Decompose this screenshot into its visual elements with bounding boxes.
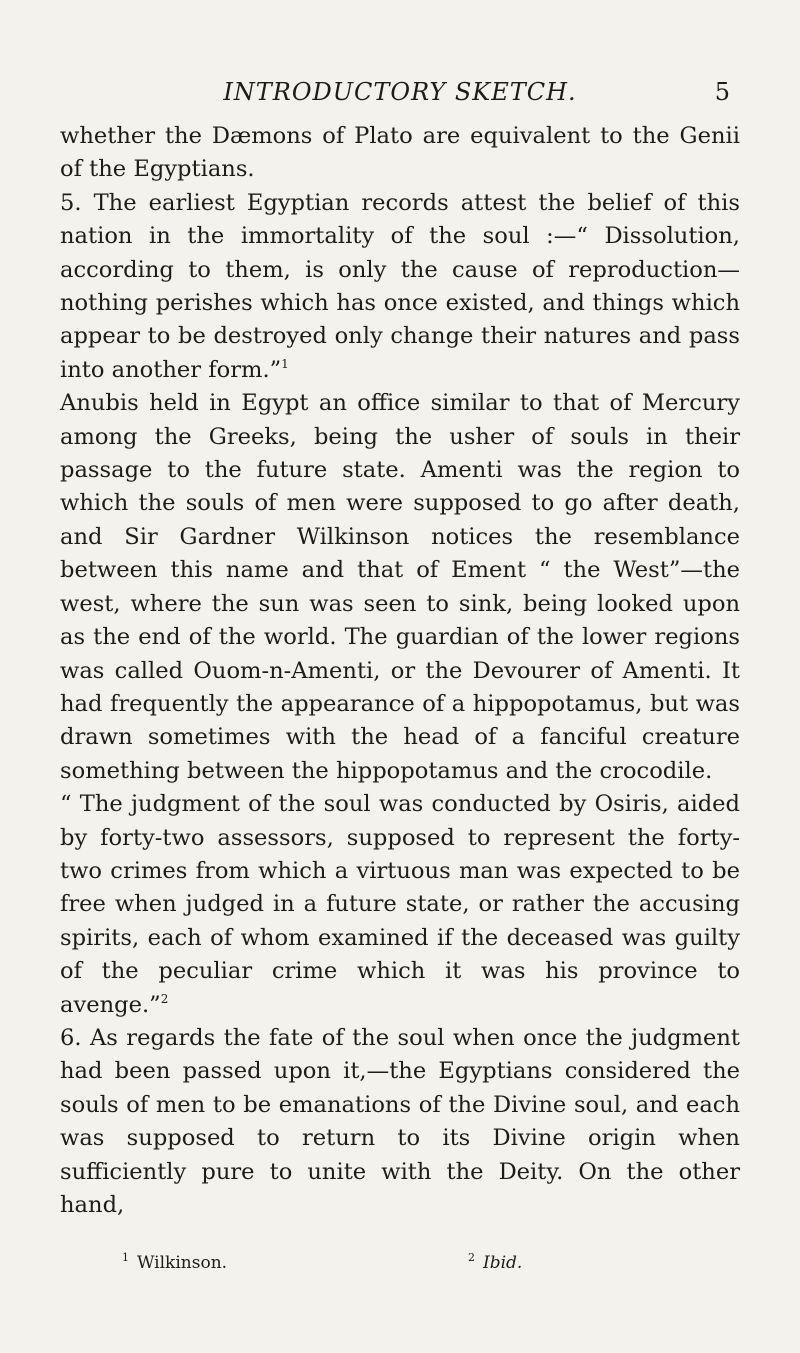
footnote-ref: 1 xyxy=(281,356,289,371)
paragraph-text: whether the Dæmons of Plato are equivalent to the Genii of the Egyptians. xyxy=(60,123,740,183)
paragraph-text: 5. The earliest Egyptian records attest the belief of this nation in the immortality of the soul :—“ Dissolution, according to them, is only the cause of reproduction—nothing perishes which has once existed, and things which appear to be destroyed only change their natures and pass into another form.” xyxy=(60,189,740,383)
paragraph-text: “ The judgment of the soul was conducted by Osiris, aided by forty-two assessors, supposed to represent the forty-two crimes from which a virtuous man was expected to be free when judged in a future state, or rather the accusing spirits, each of whom examined if the deceased was guilty of the peculiar crime which it was his province to avenge.” xyxy=(60,791,740,1018)
paragraph-text: Anubis held in Egypt an office similar to that of Mercury among the Greeks, being the usher of souls in their passage to the future state. Amenti was the region to which the souls of men were supposed to go after death, and Sir Gardner Wilkinson notices the resemblance between this name and that of Ement “ the West”—the west, where the sun was seen to sink, being looked upon as the end of the world. The guardian of the lower regions was called Ouom-n-Amenti, or the Devourer of Amenti. It had frequently the appearance of a hippopotamus, but was drawn sometimes with the head of a fanciful creature something between the hippopotamus and the crocodile. xyxy=(60,390,740,784)
footnote xyxy=(122,1248,227,1278)
paragraph xyxy=(60,1022,740,1222)
footnote-mark: 2 xyxy=(468,1251,475,1264)
footnote xyxy=(468,1248,522,1278)
page-number: 5 xyxy=(714,78,730,106)
footnotes xyxy=(0,1248,800,1278)
paragraph xyxy=(60,187,740,387)
footnote-ref: 2 xyxy=(160,991,169,1006)
paragraph-text: 6. As regards the fate of the soul when once the judgment had been passed upon it,—the Egyptians considered the souls of men to be emanations of the Divine soul, and each was supposed to return to its Divine origin when sufficiently pure to unite with the Deity. On the other hand, xyxy=(60,1024,740,1218)
footnote-text: Ibid. xyxy=(483,1253,523,1273)
paragraph xyxy=(60,387,740,788)
paragraph xyxy=(60,120,740,187)
footnote-text: Wilkinson. xyxy=(137,1253,228,1273)
paragraph xyxy=(60,788,740,1022)
body-text xyxy=(60,120,740,1222)
page-header xyxy=(60,72,740,112)
footnote-mark: 1 xyxy=(122,1251,129,1264)
running-head: INTRODUCTORY SKETCH. xyxy=(223,78,577,106)
